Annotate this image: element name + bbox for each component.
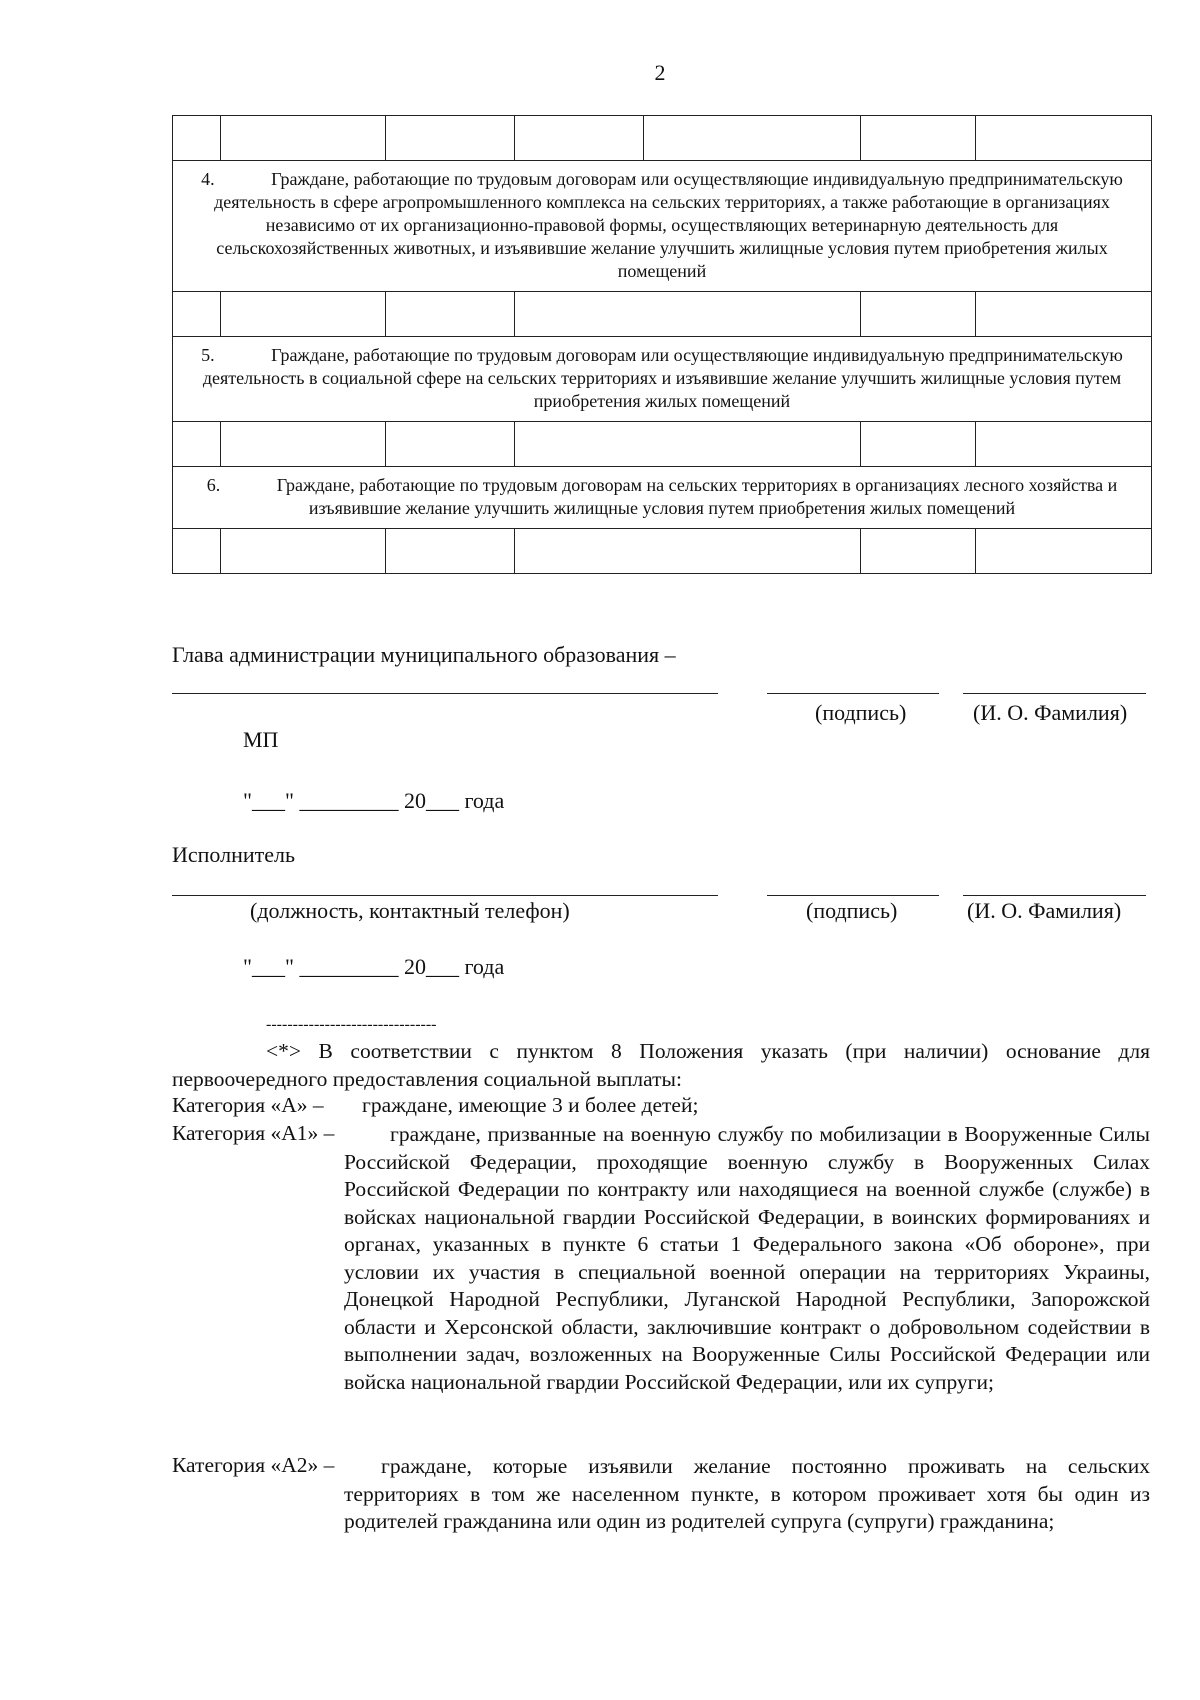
- table-row: [173, 116, 1152, 161]
- group-heading-cell: [173, 467, 1152, 529]
- category-a-text: граждане, имеющие 3 и более детей;: [362, 1093, 699, 1117]
- executor-position-label: (должность, контактный телефон): [250, 898, 570, 923]
- table-cell: [173, 422, 221, 467]
- table-cell: [976, 529, 1152, 574]
- table-cell: [644, 116, 861, 161]
- head-date: "___" _________ 20___ года: [243, 788, 505, 813]
- table-cell: [861, 422, 976, 467]
- table-row: [173, 422, 1152, 467]
- stamp-label: МП: [243, 727, 279, 752]
- group-heading-text: Граждане, работающие по трудовым договорам или осуществляющие индивидуальную предпринимательскую деятельность в социальной сфере на сельских территориях и изъявившие желание улучшить жилищные условия путем приобретения жилых помещений: [202, 345, 1123, 411]
- table-cell: [386, 292, 515, 337]
- category-a2-label: Категория «А2» –: [172, 1453, 335, 1477]
- table-cell: [976, 116, 1152, 161]
- table-row: [173, 529, 1152, 574]
- table-cell: [861, 292, 976, 337]
- group-heading-text: Граждане, работающие по трудовым договорам на сельских территориях в организациях лесного хозяйства и изъявившие желание улучшить жилищные условия путем приобретения жилых помещений: [276, 475, 1118, 518]
- category-table: [172, 115, 1152, 574]
- page-number: 2: [654, 60, 666, 85]
- executor-title: Исполнитель: [172, 842, 296, 867]
- table-cell: [515, 116, 644, 161]
- group-heading-cell: [173, 337, 1152, 422]
- footnote-separator: --------------------------------: [266, 1016, 437, 1033]
- group-heading-cell: [173, 161, 1152, 292]
- table-cell: [515, 529, 861, 574]
- group-heading-row: [173, 161, 1152, 292]
- table-cell: [221, 116, 386, 161]
- table-cell: [221, 292, 386, 337]
- table-cell: [173, 292, 221, 337]
- table-cell: [861, 116, 976, 161]
- table-cell: [976, 422, 1152, 467]
- table-row: [173, 292, 1152, 337]
- table-cell: [386, 116, 515, 161]
- table-cell: [173, 529, 221, 574]
- executor-name-label: (И. О. Фамилия): [967, 898, 1122, 923]
- table-cell: [221, 529, 386, 574]
- table-cell: [976, 292, 1152, 337]
- table-cell: [515, 292, 861, 337]
- executor-position-line: [172, 895, 718, 896]
- group-number: 6.: [206, 475, 221, 495]
- head-title: Глава администрации муниципального образования –: [172, 642, 676, 667]
- executor-signature-label: (подпись): [806, 898, 898, 923]
- table-cell: [386, 529, 515, 574]
- executor-signature-line: [767, 895, 939, 896]
- category-a1-label: Категория «А1» –: [172, 1121, 335, 1145]
- group-heading-text: Граждане, работающие по трудовым договорам или осуществляющие индивидуальную предпринимательскую деятельность в сфере агропромышленного комплекса на сельских территориях, а также работающие в организациях независимо от их организационно-правовой формы, осуществляющих ветеринарную деятельность для сельскохозяйственных животных, и изъявившие желание улучшить жилищные условия путем приобретения жилых помещений: [214, 169, 1123, 281]
- footnote-intro: <*> В соответствии с пунктом 8 Положения указать (при наличии) основание для первоочередного предоставления социальной выплаты:: [172, 1039, 1150, 1091]
- head-signature-label: (подпись): [815, 700, 907, 725]
- group-heading-row: [173, 337, 1152, 422]
- group-heading-row: [173, 467, 1152, 529]
- category-a-label: Категория «А» –: [172, 1093, 324, 1117]
- table-cell: [173, 116, 221, 161]
- group-number: 5.: [201, 345, 215, 365]
- head-signature-line: [767, 693, 939, 694]
- category-a1-text: граждане, призванные на военную службу по мобилизации в Вооруженные Силы Российской Федерации, проходящие военную службу в Вооруженных Силах Российской Федерации по контракту или находящиеся на военной службе (службе) в войсках национальной гвардии Российской Федерации, в воинских формированиях и органах, указанных в пункте 6 статьи 1 Федерального закона «Об обороне», при условии их участия в специальной военной операции на территориях Украины, Донецкой Народной Республики, Луганской Народной Республики, Запорожской области и Херсонской области, заключившие контракт о добровольном содействии в выполнении задач, возложенных на Вооруженные Силы Российской Федерации или войска национальной гвардии Российской Федерации, или их супруги;: [344, 1122, 1150, 1394]
- executor-name-line: [963, 895, 1146, 896]
- category-a2-text: граждане, которые изъявили желание постоянно проживать на сельских территориях в том же населенном пункте, в котором проживает хотя бы один из родителей гражданина или один из родителей супруга (супруги) гражданина;: [344, 1454, 1150, 1533]
- head-name-label: (И. О. Фамилия): [973, 700, 1128, 725]
- head-name-line: [963, 693, 1146, 694]
- group-number: 4.: [201, 169, 215, 189]
- table-cell: [386, 422, 515, 467]
- table-cell: [515, 422, 861, 467]
- table-cell: [221, 422, 386, 467]
- table-cell: [861, 529, 976, 574]
- head-position-line: [172, 693, 718, 694]
- executor-date: "___" _________ 20___ года: [243, 954, 505, 979]
